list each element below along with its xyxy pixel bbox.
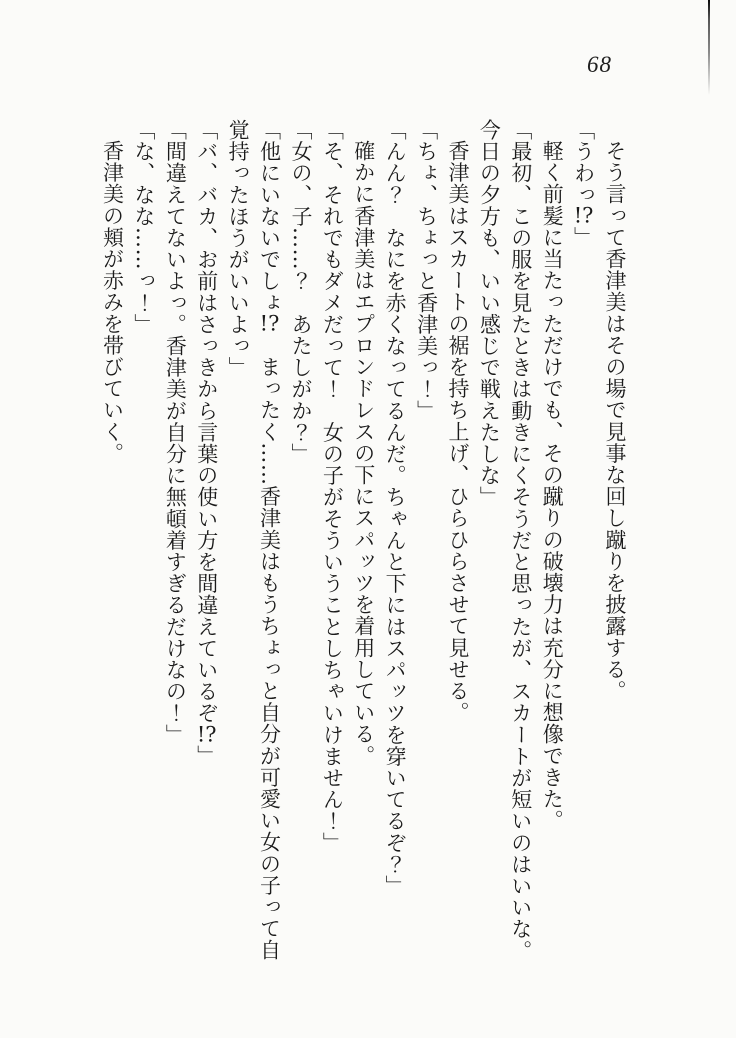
paragraph: 「な、なな……っ！」 xyxy=(131,119,156,335)
scan-artifact-line xyxy=(708,0,710,95)
paragraph: 「うわっ!?」 xyxy=(571,119,596,249)
novel-text-block xyxy=(96,119,630,969)
paragraph: 「んん？ なにを赤くなってるんだ。ちゃんと下にはスパッツを穿いてるぞ？」 xyxy=(383,119,408,897)
tatechuyoko-exclamation: !? xyxy=(573,205,594,227)
page-number: 68 xyxy=(587,52,612,77)
paragraph: 「他にいないでしょ!? まったく……香津美はもうちょっと自分が可愛い女の子って自覚持ったほうがいいよっ」 xyxy=(226,119,282,961)
paragraph: 香津美の頬が赤みを帯びていく。 xyxy=(100,140,125,464)
paragraph: 確かに香津美はエプロンドレスの下にスパッツを着用している。 xyxy=(351,140,376,767)
paragraph: そう言って香津美はその場で見事な回し蹴りを披露する。 xyxy=(603,140,627,702)
paragraph: 「そ、それでもダメだって！ 女の子がそういうことしちゃいけません！」 xyxy=(320,119,345,854)
paragraph: 「女の、子……？ あたしがか？」 xyxy=(288,119,313,465)
paragraph: 「最初、この服を見たときは動きにくそうだと思ったが、スカートが短いのはいいな。今日の夕方も、いい感じで戦えたしな」 xyxy=(477,119,533,962)
paragraph: 軽く前髪に当たっただけでも、その蹴りの破壊力は充分に想像できた。 xyxy=(540,140,565,832)
paragraph: 「バ、バカ、お前はさっきから言葉の使い方を間違えているぞ!?」 xyxy=(194,119,219,767)
tatechuyoko-exclamation: !? xyxy=(196,723,217,745)
paragraph: 「ちょ、ちょっと香津美っ！」 xyxy=(414,119,439,422)
paragraph: 香津美はスカートの裾を持ち上げ、ひらひらさせて見せる。 xyxy=(445,140,470,724)
tatechuyoko-exclamation: !? xyxy=(259,313,280,335)
paragraph: 「間違えてないよっ。香津美が自分に無頓着すぎるだけなの！」 xyxy=(163,119,188,746)
